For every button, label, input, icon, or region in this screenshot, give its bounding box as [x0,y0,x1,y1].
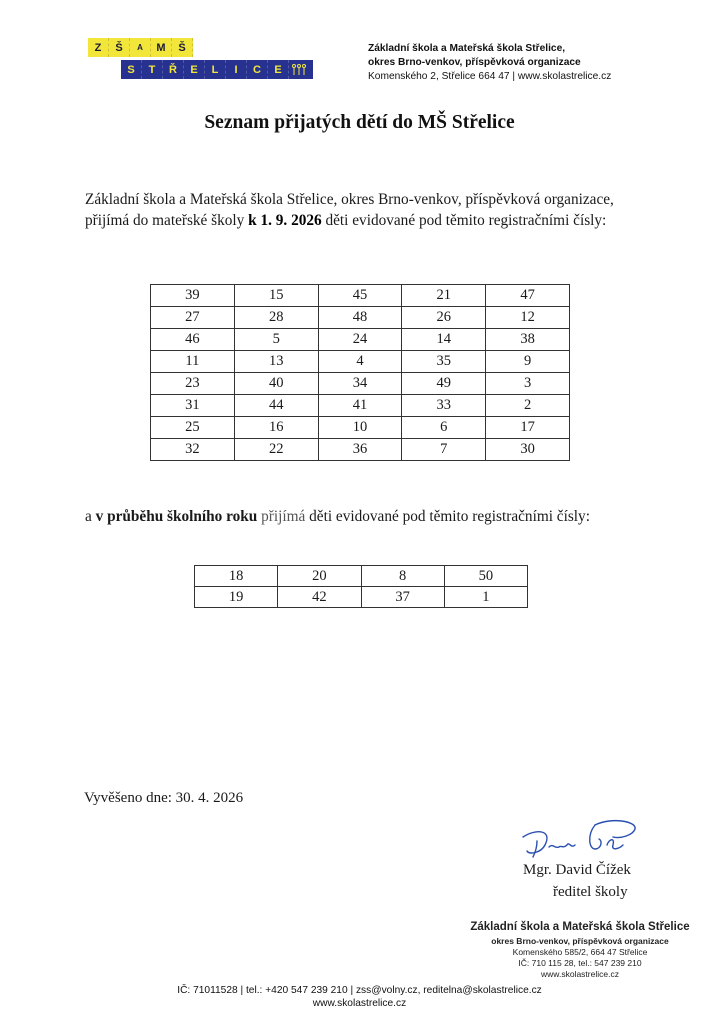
table-cell: 48 [318,307,402,329]
logo-letter: Z [88,38,109,57]
table-cell: 5 [234,329,318,351]
page-title: Seznam přijatých dětí do MŠ Střelice [204,112,515,133]
table-cell: 50 [444,566,527,587]
table-cell: 47 [486,285,570,307]
footer-contacts: IČ: 71011528 | tel.: +420 547 239 210 | zss@volny.cz, reditelna@skolastrelice.cz [177,985,542,996]
table-cell: 40 [234,373,318,395]
table-cell: 15 [234,285,318,307]
table-cell: 22 [234,439,318,461]
logo-letter: E [268,60,289,79]
table-cell: 11 [151,351,235,373]
second-rest: děti evidované pod těmito registračními čísly: [305,508,590,525]
table-cell: 2 [486,395,570,417]
table-cell: 49 [402,373,486,395]
logo-letter: A [130,38,151,57]
second-prefix: a [85,508,96,525]
table-cell: 21 [402,285,486,307]
table-cell: 39 [151,285,235,307]
table-cell: 20 [278,566,361,587]
signer-name: Mgr. David Čížek [523,862,631,878]
school-stamp [470,920,690,980]
table-cell: 35 [402,351,486,373]
table-cell: 7 [402,439,486,461]
table-cell: 42 [278,587,361,608]
table-cell: 3 [486,373,570,395]
logo-letter: M [151,38,172,57]
logo-letter: I [226,60,247,79]
signer-role: ředitel školy [553,884,628,900]
table-cell: 25 [151,417,235,439]
table-cell: 8 [361,566,444,587]
table-cell: 45 [318,285,402,307]
stamp-line1: Základní škola a Mateřská škola Střelice [470,921,690,933]
table-cell: 32 [151,439,235,461]
table-cell: 30 [486,439,570,461]
logo-letter: L [205,60,226,79]
logo-top-row [88,38,193,57]
footer-website: www.skolastrelice.cz [312,998,407,1009]
table-cell: 38 [486,329,570,351]
logo-letter: T [142,60,163,79]
logo-letter: E [184,60,205,79]
signature [515,815,645,865]
table-row [151,351,570,373]
table-cell: 36 [318,439,402,461]
table-row [151,307,570,329]
table-cell: 31 [151,395,235,417]
school-logo [88,38,318,82]
table-cell: 41 [318,395,402,417]
logo-letter: Š [109,38,130,57]
table-cell: 9 [486,351,570,373]
table-row [151,395,570,417]
intro-text-1: Základní škola a Mateřská škola Střelice, okres Brno-venkov, příspěvková organizace, přijímá do mateřské školy [85,191,614,229]
table-cell: 33 [402,395,486,417]
table-cell: 27 [151,307,235,329]
letterhead-line2: okres Brno-venkov, příspěvková organizace [368,57,581,68]
letterhead [368,42,611,84]
table-cell: 14 [402,329,486,351]
table-cell: 19 [195,587,278,608]
table-row [151,373,570,395]
children-figures-icon [289,60,309,79]
table-cell: 10 [318,417,402,439]
letterhead-line1: Základní škola a Mateřská škola Střelice, [368,43,566,54]
table-row [195,566,528,587]
logo-bottom-row [121,60,313,79]
intro-paragraph [85,189,645,231]
table-cell: 26 [402,307,486,329]
table-row [151,417,570,439]
letterhead-line3: Komenského 2, Střelice 664 47 | www.skolastrelice.cz [368,71,612,82]
stamp-line4: IČ: 710 115 28, tel.: 547 239 210 [518,958,642,968]
table-cell: 37 [361,587,444,608]
table-cell: 46 [151,329,235,351]
logo-letter: Š [172,38,193,57]
logo-letter: C [247,60,268,79]
intro-text-2: děti evidované pod těmito registračními čísly: [321,212,607,229]
page-footer [0,984,719,1010]
table-cell: 4 [318,351,402,373]
table-cell: 13 [234,351,318,373]
table-cell: 17 [486,417,570,439]
table-row [195,587,528,608]
stamp-line3: Komenského 585/2, 664 47 Střelice [512,947,648,957]
second-gray: přijímá [257,508,306,525]
logo-letter: Ř [163,60,184,79]
posted-date: Vyvěšeno dne: 30. 4. 2026 [84,790,244,806]
school-year-numbers-table [194,565,528,608]
table-row [151,285,570,307]
second-paragraph [85,508,590,526]
table-row [151,439,570,461]
table-cell: 24 [318,329,402,351]
second-bold: v průběhu školního roku [95,508,258,525]
table-cell: 23 [151,373,235,395]
table-cell: 1 [444,587,527,608]
table-row [151,329,570,351]
logo-letter: S [121,60,142,79]
registration-numbers-table [150,284,570,461]
table-cell: 6 [402,417,486,439]
table-cell: 44 [234,395,318,417]
table-cell: 34 [318,373,402,395]
intro-date: k 1. 9. 2026 [248,212,322,229]
table-cell: 16 [234,417,318,439]
table-cell: 12 [486,307,570,329]
table-cell: 18 [195,566,278,587]
stamp-line2: okres Brno-venkov, příspěvková organizace [491,936,669,946]
table-cell: 28 [234,307,318,329]
stamp-line5: www.skolastrelice.cz [541,969,619,979]
